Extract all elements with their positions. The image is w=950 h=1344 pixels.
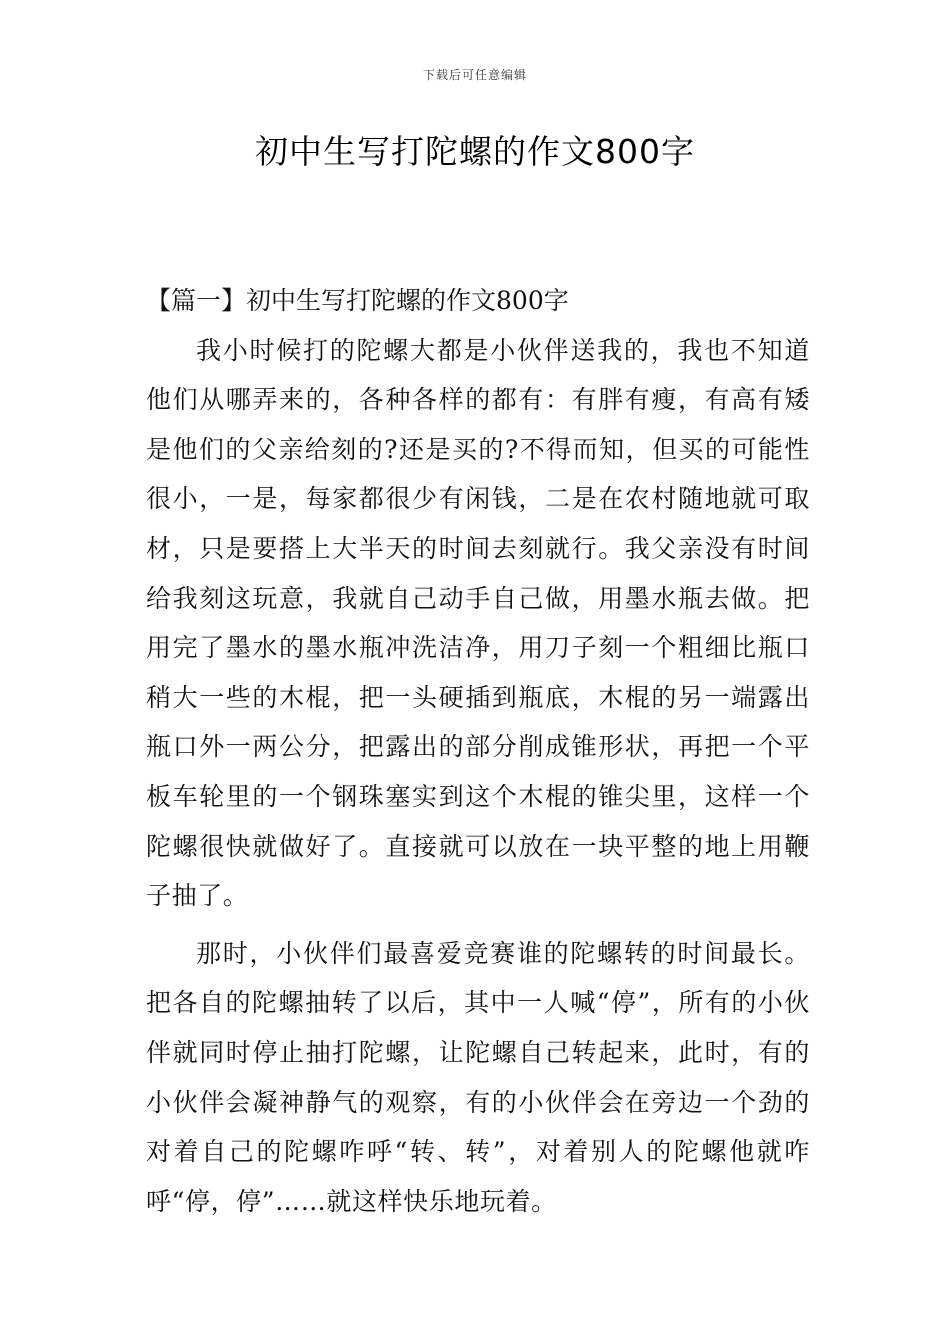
paragraph-1: 我小时候打的陀螺大都是小伙伴送我的，我也不知道他们从哪弄来的，各种各样的都有：有胖有瘦，有高有矮是他们的父亲给刻的?还是买的?不得而知，但买的可能性很小，一是，每家都很少有闲钱，二是在农村随地就可取材，只是要搭上大半天的时间去刻就行。我父亲没有时间给我刻这玩意，我就自己动手自己做，用墨水瓶去做。把用完了墨水的墨水瓶冲洗洁净，用刀子刻一个粗细比瓶口稍大一些的木棍，把一头硬插到瓶底，木棍的另一端露出瓶口外一两公分，把露出的部分削成锥形状，再把一个平板车轮里的一个钢珠塞实到这个木棍的锥尖里，这样一个陀螺很快就做好了。直接就可以放在一块平整的地上用鞭子抽了。 <box>146 335 810 911</box>
section-heading: 【篇一】初中生写打陀螺的作文800字 <box>146 286 569 315</box>
document-title: 初中生写打陀螺的作文800字 <box>255 132 695 171</box>
paragraph-2: 那时，小伙伴们最喜爱竞赛谁的陀螺转的时间最长。把各自的陀螺抽转了以后，其中一人喊“停”，所有的小伙伴就同时停止抽打陀螺，让陀螺自己转起来，此时，有的小伙伴会凝神静气的观察，有的小伙伴会在旁边一个劲的对着自己的陀螺咋呼“转、转”，对着别人的陀螺他就咋呼“停，停”……就这样快乐地玩着。 <box>146 938 810 1216</box>
header-note: 下载后可任意编辑 <box>422 68 527 82</box>
document-body <box>146 276 810 1226</box>
